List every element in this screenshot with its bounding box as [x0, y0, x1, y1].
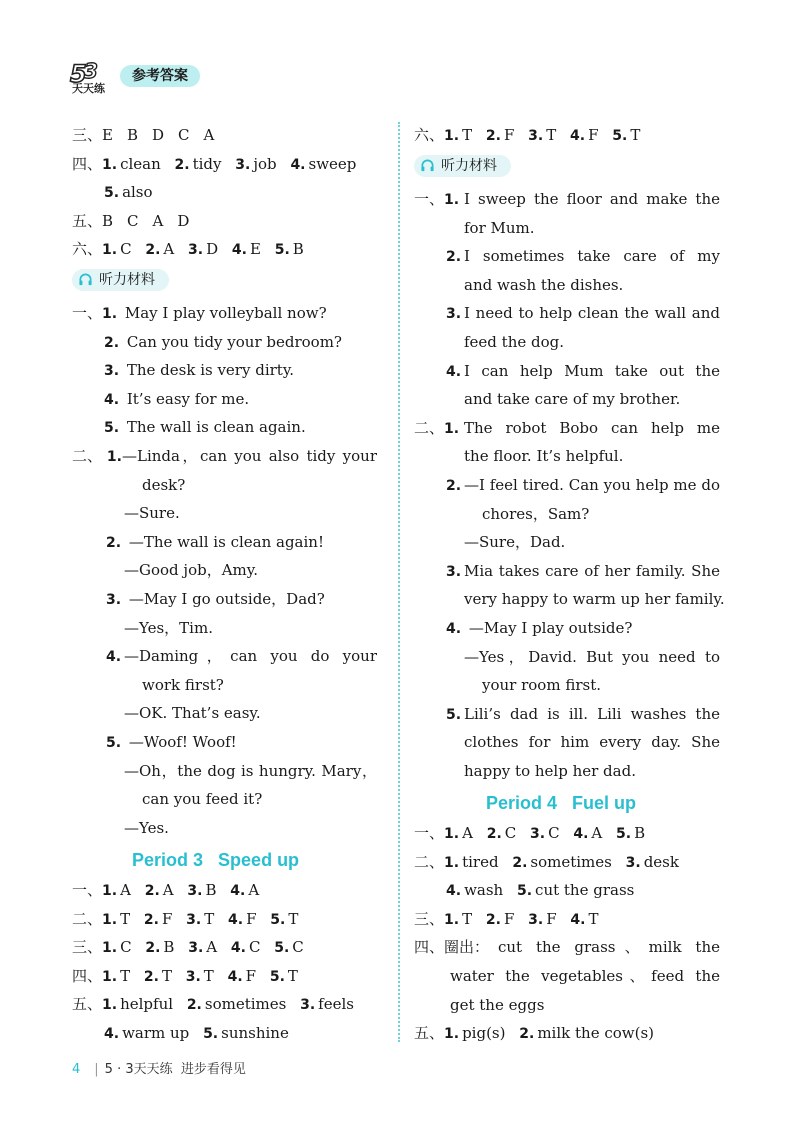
- listening-line: 5. —Woof! Woof!: [106, 733, 237, 751]
- listening-line: the floor. It’s helpful.: [464, 447, 624, 466]
- listening-line: desk?: [142, 475, 186, 494]
- headphones-icon: [420, 158, 435, 173]
- svg-text:天天练: 天天练: [72, 82, 105, 94]
- answer-row: 四、1. T 2. T 3. T 4. F 5. T: [72, 966, 298, 985]
- listening-line: 4.: [446, 363, 462, 380]
- listening-line: —Sure.: [124, 504, 180, 523]
- page-header: [68, 58, 388, 94]
- listening-line: —Linda，can you also tidy your: [122, 447, 377, 465]
- listening-line: I sometimes take care of my: [464, 247, 720, 266]
- listening-line: —Yes.: [124, 818, 169, 837]
- listening-line: I need to help clean the wall and: [464, 304, 720, 323]
- listening-line: Lili’s dad is ill. Lili washes the: [464, 704, 720, 723]
- answer-row: 五、1. helpful 2. sometimes 3. feels: [72, 995, 354, 1014]
- listening-line: 2.: [446, 249, 462, 266]
- answer-row: 六、1. C 2. A 3. D 4. E 5. B: [72, 240, 304, 259]
- answer-row: water the vegetables、feed the: [450, 967, 720, 985]
- answer-row: 二、1. T 2. F 3. T 4. F 5. T: [72, 909, 299, 928]
- answer-row: 三、E B D C A: [72, 126, 215, 144]
- listening-line: I can help Mum take out the: [464, 361, 720, 380]
- svg-text:5: 5: [70, 60, 87, 88]
- listening-line: 3.: [446, 306, 462, 323]
- listening-line: 一、1.: [414, 190, 460, 208]
- series-slogan: 进步看得见: [180, 1062, 246, 1077]
- listening-line: Mia takes care of her family. She: [464, 561, 720, 580]
- listening-line: —Oh，the dog is hungry. Mary，: [124, 761, 377, 780]
- period-3-heading: Period 3 Speed up: [132, 850, 300, 870]
- listening-line: 4.: [106, 649, 122, 666]
- answer-row: 三、1. C 2. B 3. A 4. C 5. C: [72, 938, 304, 957]
- answer-row: 四、1. clean 2. tidy 3. job 4. sweep: [72, 154, 357, 173]
- listening-line: 3.: [446, 563, 462, 580]
- listening-line: 4. It’s easy for me.: [104, 389, 250, 408]
- answer-row: 4. warm up 5. sunshine: [104, 1024, 289, 1042]
- page-number: 4: [72, 1062, 81, 1077]
- listening-material-label: 听力材料: [72, 269, 169, 291]
- listening-line: and wash the dishes.: [464, 275, 624, 294]
- answer-row: 三、1. T 2. F 3. F 4. T: [414, 909, 599, 928]
- listening-line: —OK. That’s easy.: [124, 704, 261, 723]
- listening-line: The robot Bobo can help me: [464, 418, 720, 437]
- period-4-heading: Period 4 Fuel up: [486, 793, 637, 813]
- listening-line: —Daming，can you do your: [124, 647, 377, 666]
- listening-line: feed the dog.: [464, 333, 565, 351]
- answer-row: 一、1. A 2. A 3. B 4. A: [72, 881, 260, 899]
- listening-line: clothes for him every day. She: [464, 733, 720, 752]
- listening-line: work first?: [142, 675, 224, 694]
- column-divider: [398, 122, 400, 1042]
- listening-line: —Yes，David. But you need to: [464, 647, 720, 666]
- listening-line: chores，Sam?: [482, 504, 590, 523]
- series-name: 5 · 3天天练: [104, 1062, 173, 1077]
- listening-line: very happy to warm up her family.: [464, 590, 725, 609]
- listening-line: 2. Can you tidy your bedroom?: [104, 332, 342, 351]
- answer-row: 5. also: [104, 183, 153, 202]
- answer-row: 五、1. pig(s) 2. milk the cow(s): [414, 1024, 655, 1043]
- listening-line: 4. —May I play outside?: [446, 619, 633, 637]
- answer-row: 一、1. A 2. C 3. C 4. A 5. B: [414, 824, 646, 842]
- listening-line: 3. The desk is very dirty.: [104, 361, 295, 380]
- listening-material-label: 听力材料: [414, 155, 511, 177]
- listening-line: 2.: [446, 478, 462, 494]
- listening-line: —Sure，Dad.: [464, 533, 566, 552]
- listening-line: 5. The wall is clean again.: [104, 418, 306, 437]
- listening-line: can you feed it?: [142, 790, 263, 809]
- listening-line: for Mum.: [464, 218, 535, 237]
- listening-line: —Good job，Amy.: [124, 561, 259, 580]
- answer-row: cut the grass、milk the: [498, 938, 720, 957]
- listening-line: your room first.: [482, 676, 601, 695]
- listening-line: 二、 1.: [72, 447, 122, 465]
- listening-line: —I feel tired. Can you help me do: [464, 476, 720, 494]
- listening-line: and take care of my brother.: [464, 390, 681, 409]
- answer-row: 四、圈出：: [414, 938, 490, 957]
- listening-line: 二、1.: [414, 418, 460, 437]
- answer-row: 二、1. tired 2. sometimes 3. desk: [414, 852, 679, 871]
- page-footer: 4 | 5 · 3天天练 进步看得见: [72, 1062, 246, 1077]
- answer-key-title: 参考答案: [120, 65, 200, 87]
- listening-line: 5.: [446, 706, 462, 723]
- svg-text:3: 3: [84, 59, 98, 83]
- listening-line: 3. —May I go outside，Dad?: [106, 590, 325, 608]
- listening-line: 一、1. May I play volleyball now?: [72, 304, 327, 322]
- listening-line: 2. —The wall is clean again!: [106, 532, 324, 551]
- answer-row: 六、1. T 2. F 3. T 4. F 5. T: [414, 126, 641, 144]
- answer-row: 五、B C A D: [72, 211, 190, 230]
- answer-row: 4. wash 5. cut the grass: [446, 881, 635, 900]
- listening-line: —Yes，Tim.: [124, 618, 213, 637]
- brand-logo: [68, 58, 120, 94]
- listening-line: happy to help her dad.: [464, 762, 636, 780]
- headphones-icon: [78, 272, 93, 287]
- listening-line: I sweep the floor and make the: [464, 190, 720, 208]
- answer-row: get the eggs: [450, 995, 545, 1014]
